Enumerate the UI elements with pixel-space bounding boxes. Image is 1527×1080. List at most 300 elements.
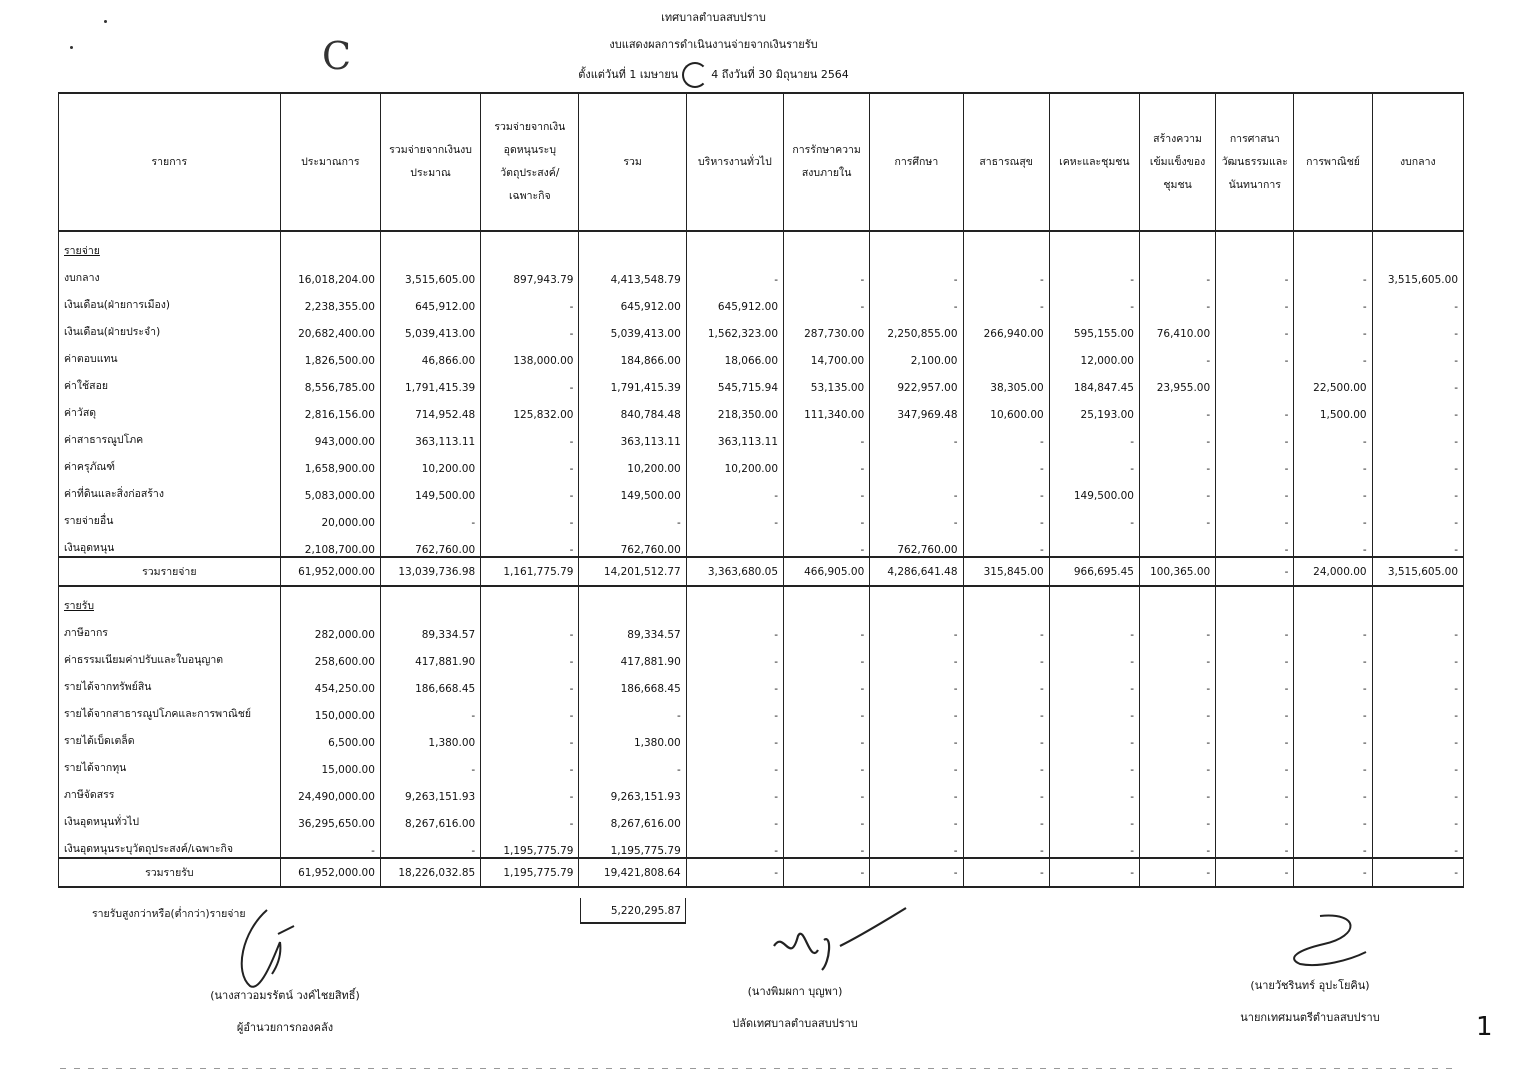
expense-total-row [59, 557, 1464, 586]
amount-cell: - [1216, 475, 1294, 502]
amount-cell: - [870, 475, 963, 502]
column-header: รวม [579, 93, 686, 231]
income-row [59, 803, 1464, 830]
difference-value: 5,220,295.87 [580, 898, 686, 924]
amount-cell: 46,866.00 [380, 340, 480, 367]
amount-cell: - [963, 614, 1049, 641]
amount-cell: 645,912.00 [380, 286, 480, 313]
amount-cell: - [686, 722, 783, 749]
amount-cell: 943,000.00 [280, 421, 380, 448]
amount-cell: - [1139, 394, 1215, 421]
amount-cell: 186,668.45 [380, 668, 480, 695]
amount-cell: - [1294, 614, 1372, 641]
amount-cell: - [963, 803, 1049, 830]
amount-cell: 2,100.00 [870, 340, 963, 367]
amount-cell: - [1139, 858, 1215, 887]
amount-cell: 1,562,323.00 [686, 313, 783, 340]
amount-cell: - [380, 749, 480, 776]
amount-cell: 645,912.00 [686, 286, 783, 313]
amount-cell: - [784, 614, 870, 641]
amount-cell: 186,668.45 [579, 668, 686, 695]
amount-cell: 1,500.00 [1294, 394, 1372, 421]
amount-cell: - [1294, 830, 1372, 858]
amount-cell: 22,500.00 [1294, 367, 1372, 394]
amount-cell: - [1216, 529, 1294, 557]
amount-cell: - [870, 749, 963, 776]
amount-cell: 184,866.00 [579, 340, 686, 367]
amount-cell: 125,832.00 [481, 394, 579, 421]
row-label: เงินอุดหนุนระบุวัตถุประสงค์/เฉพาะกิจ [59, 830, 281, 858]
amount-cell: 138,000.00 [481, 340, 579, 367]
column-header: การพาณิชย์ [1294, 93, 1372, 231]
amount-cell: - [963, 830, 1049, 858]
amount-cell: 363,113.11 [380, 421, 480, 448]
amount-cell: - [963, 668, 1049, 695]
amount-cell: - [1294, 858, 1372, 887]
amount-cell: - [1294, 722, 1372, 749]
amount-cell: - [1049, 614, 1139, 641]
amount-cell: 24,000.00 [1294, 557, 1372, 586]
amount-cell: - [1216, 858, 1294, 887]
expense-row [59, 502, 1464, 529]
amount-cell: 9,263,151.93 [380, 776, 480, 803]
amount-cell: - [1139, 259, 1215, 286]
income-row [59, 830, 1464, 858]
row-label: รายได้จากสาธารณูปโภคและการพาณิชย์ [59, 695, 281, 722]
amount-cell [686, 529, 783, 557]
amount-cell: 4,413,548.79 [579, 259, 686, 286]
row-label: รายได้จากทุน [59, 749, 281, 776]
row-label: รายได้เบ็ดเตล็ด [59, 722, 281, 749]
amount-cell: - [1049, 830, 1139, 858]
amount-cell: 1,161,775.79 [481, 557, 579, 586]
amount-cell: - [1216, 286, 1294, 313]
amount-cell: - [481, 614, 579, 641]
amount-cell: - [1216, 695, 1294, 722]
amount-cell: 10,200.00 [579, 448, 686, 475]
amount-cell: - [1216, 776, 1294, 803]
amount-cell: 5,083,000.00 [280, 475, 380, 502]
amount-cell: 545,715.94 [686, 367, 783, 394]
amount-cell [1139, 529, 1215, 557]
amount-cell: 23,955.00 [1139, 367, 1215, 394]
amount-cell: 20,000.00 [280, 502, 380, 529]
amount-cell: 15,000.00 [280, 749, 380, 776]
report-table [58, 92, 1464, 888]
row-label: ค่าตอบแทน [59, 340, 281, 367]
amount-cell: - [481, 641, 579, 668]
amount-cell: - [1372, 858, 1463, 887]
amount-cell: - [784, 475, 870, 502]
amount-cell: 8,267,616.00 [579, 803, 686, 830]
amount-cell: - [1049, 259, 1139, 286]
amount-cell: - [1139, 722, 1215, 749]
amount-cell: - [870, 502, 963, 529]
signature-2-scribble [760, 906, 910, 976]
amount-cell: - [1294, 668, 1372, 695]
amount-cell: 2,816,156.00 [280, 394, 380, 421]
amount-cell: - [686, 668, 783, 695]
amount-cell: 1,195,775.79 [481, 830, 579, 858]
amount-cell: 16,018,204.00 [280, 259, 380, 286]
amount-cell: - [481, 776, 579, 803]
amount-cell: - [579, 502, 686, 529]
expense-section-heading [59, 231, 1464, 259]
amount-cell: 466,905.00 [784, 557, 870, 586]
signature-block-2 [690, 982, 900, 1032]
amount-cell: - [1139, 695, 1215, 722]
amount-cell: - [1372, 529, 1463, 557]
amount-cell: 8,556,785.00 [280, 367, 380, 394]
amount-cell: - [870, 858, 963, 887]
income-row [59, 722, 1464, 749]
amount-cell: 1,791,415.39 [579, 367, 686, 394]
amount-cell: - [963, 421, 1049, 448]
amount-cell: 89,334.57 [579, 614, 686, 641]
amount-cell: - [963, 448, 1049, 475]
amount-cell: - [1372, 641, 1463, 668]
amount-cell: 76,410.00 [1139, 313, 1215, 340]
amount-cell: - [1049, 776, 1139, 803]
amount-cell: - [963, 259, 1049, 286]
amount-cell: - [1372, 286, 1463, 313]
amount-cell: - [784, 668, 870, 695]
amount-cell: - [870, 668, 963, 695]
amount-cell: 149,500.00 [380, 475, 480, 502]
section-title: รายจ่าย [64, 245, 100, 257]
amount-cell: 150,000.00 [280, 695, 380, 722]
income-row [59, 776, 1464, 803]
amount-cell: - [481, 695, 579, 722]
amount-cell: - [1049, 448, 1139, 475]
amount-cell: - [784, 830, 870, 858]
amount-cell: 363,113.11 [686, 421, 783, 448]
signer-name: (นางสาวอมรรัตน์ วงค์ไชยสิทธิ์) [210, 989, 360, 1002]
amount-cell: - [1139, 641, 1215, 668]
amount-cell: - [1216, 448, 1294, 475]
amount-cell: - [784, 286, 870, 313]
column-header: เคหะและชุมชน [1049, 93, 1139, 231]
expense-row [59, 340, 1464, 367]
income-row [59, 614, 1464, 641]
amount-cell: 18,066.00 [686, 340, 783, 367]
amount-cell: 149,500.00 [1049, 475, 1139, 502]
signature-1-scribble [232, 902, 302, 992]
amount-cell: - [1216, 313, 1294, 340]
amount-cell: 100,365.00 [1139, 557, 1215, 586]
report-period [0, 62, 1477, 88]
column-header: การรักษาความสงบภายใน [784, 93, 870, 231]
column-header: ประมาณการ [280, 93, 380, 231]
amount-cell: 36,295,650.00 [280, 803, 380, 830]
amount-cell: - [1049, 858, 1139, 887]
amount-cell: - [481, 448, 579, 475]
row-label: เงินอุดหนุน [59, 529, 281, 557]
row-label: งบกลาง [59, 259, 281, 286]
amount-cell: 8,267,616.00 [380, 803, 480, 830]
amount-cell: - [686, 502, 783, 529]
amount-cell: - [686, 830, 783, 858]
amount-cell: - [1372, 722, 1463, 749]
amount-cell: - [784, 858, 870, 887]
amount-cell: - [1372, 367, 1463, 394]
amount-cell: 282,000.00 [280, 614, 380, 641]
amount-cell: - [1139, 340, 1215, 367]
amount-cell: 258,600.00 [280, 641, 380, 668]
amount-cell: - [870, 286, 963, 313]
amount-cell: - [1216, 259, 1294, 286]
amount-cell: 315,845.00 [963, 557, 1049, 586]
amount-cell: - [686, 749, 783, 776]
amount-cell: 840,784.48 [579, 394, 686, 421]
income-row [59, 668, 1464, 695]
amount-cell: - [784, 448, 870, 475]
amount-cell: - [1372, 313, 1463, 340]
amount-cell: - [870, 614, 963, 641]
amount-cell: - [1294, 749, 1372, 776]
amount-cell: - [784, 695, 870, 722]
amount-cell: - [963, 475, 1049, 502]
amount-cell: - [1294, 475, 1372, 502]
amount-cell: 38,305.00 [963, 367, 1049, 394]
amount-cell: - [481, 313, 579, 340]
amount-cell [1049, 529, 1139, 557]
amount-cell: - [870, 421, 963, 448]
amount-cell: 10,200.00 [380, 448, 480, 475]
amount-cell: 454,250.00 [280, 668, 380, 695]
amount-cell: - [481, 668, 579, 695]
row-label: เงินเดือน(ฝ่ายประจำ) [59, 313, 281, 340]
amount-cell: 2,250,855.00 [870, 313, 963, 340]
amount-cell: - [686, 803, 783, 830]
amount-cell: - [1139, 475, 1215, 502]
amount-cell: - [380, 695, 480, 722]
amount-cell: - [1372, 695, 1463, 722]
row-label: ค่าที่ดินและสิ่งก่อสร้าง [59, 475, 281, 502]
amount-cell: - [1294, 259, 1372, 286]
signature-3-scribble [1280, 910, 1370, 970]
amount-cell: - [1216, 394, 1294, 421]
amount-cell: 762,760.00 [870, 529, 963, 557]
expense-row [59, 394, 1464, 421]
amount-cell: - [1139, 830, 1215, 858]
amount-cell [870, 448, 963, 475]
page-number: 1 [1476, 1012, 1493, 1042]
amount-cell: - [870, 641, 963, 668]
amount-cell: - [1216, 614, 1294, 641]
amount-cell: - [686, 614, 783, 641]
row-label: ค่าธรรมเนียมค่าปรับและใบอนุญาต [59, 641, 281, 668]
amount-cell: - [686, 858, 783, 887]
amount-cell: - [1139, 749, 1215, 776]
amount-cell: - [784, 749, 870, 776]
amount-cell: - [481, 722, 579, 749]
binder-hole [682, 62, 708, 88]
amount-cell: - [1139, 502, 1215, 529]
amount-cell: - [870, 259, 963, 286]
amount-cell: - [784, 722, 870, 749]
signer-name: (นายวัชรินทร์ อุปะโยคิน) [1250, 979, 1370, 992]
amount-cell: 5,039,413.00 [380, 313, 480, 340]
amount-cell: - [380, 830, 480, 858]
amount-cell: - [686, 641, 783, 668]
amount-cell: - [1372, 830, 1463, 858]
amount-cell: - [380, 502, 480, 529]
amount-cell: 1,791,415.39 [380, 367, 480, 394]
amount-cell: - [963, 502, 1049, 529]
amount-cell: 417,881.90 [380, 641, 480, 668]
amount-cell: - [1372, 668, 1463, 695]
amount-cell: - [1294, 695, 1372, 722]
amount-cell: 6,500.00 [280, 722, 380, 749]
amount-cell: - [1139, 448, 1215, 475]
amount-cell: - [1216, 641, 1294, 668]
signature-block-3 [1210, 976, 1410, 1026]
amount-cell: - [1294, 421, 1372, 448]
amount-cell: 966,695.45 [1049, 557, 1139, 586]
row-label: ภาษีจัดสรร [59, 776, 281, 803]
amount-cell: - [481, 803, 579, 830]
amount-cell: - [1294, 641, 1372, 668]
amount-cell: 5,039,413.00 [579, 313, 686, 340]
amount-cell: - [1216, 502, 1294, 529]
amount-cell: - [1049, 502, 1139, 529]
amount-cell: - [686, 475, 783, 502]
amount-cell: - [784, 529, 870, 557]
scan-mark: C [322, 34, 352, 78]
row-label: เงินอุดหนุนทั่วไป [59, 803, 281, 830]
amount-cell: 111,340.00 [784, 394, 870, 421]
amount-cell: - [1372, 749, 1463, 776]
amount-cell: - [870, 830, 963, 858]
amount-cell: - [1372, 340, 1463, 367]
amount-cell: - [481, 421, 579, 448]
row-label: รายจ่ายอื่น [59, 502, 281, 529]
column-header: รายการ [59, 93, 281, 231]
amount-cell: 10,200.00 [686, 448, 783, 475]
row-label: ค่าสาธารณูปโภค [59, 421, 281, 448]
row-label: รายได้จากทรัพย์สิน [59, 668, 281, 695]
amount-cell: - [1294, 776, 1372, 803]
period-end: 4 ถึงวันที่ 30 มิถุนายน 2564 [711, 68, 849, 81]
amount-cell: 14,700.00 [784, 340, 870, 367]
amount-cell: 2,108,700.00 [280, 529, 380, 557]
amount-cell: 595,155.00 [1049, 313, 1139, 340]
amount-cell: - [481, 502, 579, 529]
row-label: รวมรายจ่าย [59, 557, 281, 586]
amount-cell: 1,380.00 [579, 722, 686, 749]
column-header: สร้างความเข้มแข็งของชุมชน [1139, 93, 1215, 231]
amount-cell: - [1294, 448, 1372, 475]
amount-cell: - [963, 529, 1049, 557]
signature-block-1 [180, 986, 390, 1036]
amount-cell: - [963, 695, 1049, 722]
report-title: งบแสดงผลการดำเนินงานจ่ายจากเงินรายรับ [609, 38, 818, 51]
amount-cell: - [963, 722, 1049, 749]
amount-cell: - [870, 695, 963, 722]
amount-cell: - [579, 749, 686, 776]
amount-cell: - [784, 641, 870, 668]
amount-cell: - [1294, 286, 1372, 313]
amount-cell: - [963, 641, 1049, 668]
amount-cell: - [784, 776, 870, 803]
amount-cell: 3,515,605.00 [380, 259, 480, 286]
amount-cell: - [481, 529, 579, 557]
amount-cell: 10,600.00 [963, 394, 1049, 421]
amount-cell: - [1372, 475, 1463, 502]
amount-cell: - [963, 776, 1049, 803]
amount-cell: - [280, 830, 380, 858]
amount-cell: - [1294, 502, 1372, 529]
amount-cell: 218,350.00 [686, 394, 783, 421]
amount-cell: 3,363,680.05 [686, 557, 783, 586]
amount-cell: - [1049, 803, 1139, 830]
amount-cell: - [1139, 776, 1215, 803]
expense-row [59, 259, 1464, 286]
amount-cell: - [1372, 448, 1463, 475]
amount-cell: - [784, 803, 870, 830]
amount-cell: 1,195,775.79 [579, 830, 686, 858]
signer-position: ปลัดเทศบาลตำบลสบปราบ [732, 1017, 858, 1030]
period-start: ตั้งแต่วันที่ 1 เมษายน [578, 68, 679, 81]
amount-cell: - [963, 858, 1049, 887]
org-name: เทศบาลตำบลสบปราบ [661, 11, 766, 24]
amount-cell: - [686, 695, 783, 722]
amount-cell: 4,286,641.48 [870, 557, 963, 586]
amount-cell: - [1139, 421, 1215, 448]
amount-cell: 1,826,500.00 [280, 340, 380, 367]
amount-cell: 24,490,000.00 [280, 776, 380, 803]
signer-position: นายกเทศมนตรีตำบลสบปราบ [1240, 1011, 1380, 1024]
amount-cell: - [1294, 340, 1372, 367]
amount-cell: - [1049, 668, 1139, 695]
amount-cell: - [1139, 803, 1215, 830]
amount-cell: - [1294, 529, 1372, 557]
amount-cell: - [1372, 421, 1463, 448]
amount-cell: 1,195,775.79 [481, 858, 579, 887]
amount-cell: 12,000.00 [1049, 340, 1139, 367]
amount-cell: - [481, 475, 579, 502]
section-title: รายรับ [64, 600, 94, 612]
row-label: เงินเดือน(ฝ่ายการเมือง) [59, 286, 281, 313]
amount-cell: 184,847.45 [1049, 367, 1139, 394]
amount-cell: 645,912.00 [579, 286, 686, 313]
row-label: ค่าครุภัณฑ์ [59, 448, 281, 475]
amount-cell: 922,957.00 [870, 367, 963, 394]
expense-row [59, 367, 1464, 394]
amount-cell: - [1216, 557, 1294, 586]
amount-cell: 287,730.00 [784, 313, 870, 340]
expense-row [59, 313, 1464, 340]
amount-cell: 13,039,736.98 [380, 557, 480, 586]
amount-cell: 19,421,808.64 [579, 858, 686, 887]
column-header: รวมจ่ายจากเงินอุดหนุนระบุวัตถุประสงค์/เฉพาะกิจ [481, 93, 579, 231]
income-row [59, 749, 1464, 776]
row-label: รวมรายรับ [59, 858, 281, 887]
amount-cell: - [1372, 776, 1463, 803]
amount-cell: - [686, 776, 783, 803]
amount-cell: - [1216, 340, 1294, 367]
amount-cell: - [870, 722, 963, 749]
amount-cell: 1,380.00 [380, 722, 480, 749]
income-section-heading [59, 586, 1464, 614]
amount-cell: - [1216, 722, 1294, 749]
amount-cell: 149,500.00 [579, 475, 686, 502]
amount-cell: - [481, 749, 579, 776]
amount-cell: - [579, 695, 686, 722]
amount-cell: - [1372, 803, 1463, 830]
amount-cell: - [1216, 803, 1294, 830]
